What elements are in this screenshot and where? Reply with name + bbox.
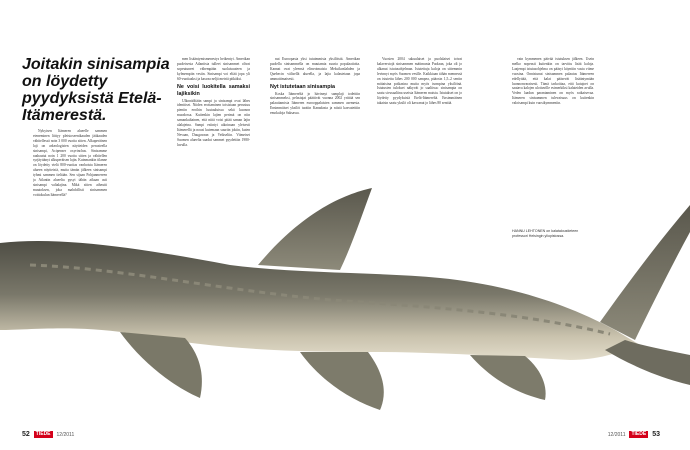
page-number-left: 52 xyxy=(22,431,30,438)
body-paragraph: Koska Itämereltä jo hävinnyt samplaji todettiin sinisammeksi, pelastajat päättivät vuonna 2002 yrittää sen palauttamista Itämeren eurooppalaisten sammen asemesta. Ensimmäiset yksilöt tuotiin Kanadasta ja niistä kasvatettiin emokaloja Saksassa. xyxy=(270,91,360,116)
issue-label: 12/2011 xyxy=(56,431,75,438)
subheading: Ne voisi luokitella samaksi lajiksikin xyxy=(177,83,250,97)
body-paragraph: vain kymmenen päivää istutuksen jälkeen. Usein melko nopeasti kuitenkin on tarvittu lisää kaloja. Laajempi istutusohjelma on pääsyt käyntiin vasta viime vuosina. Onnistunut sinisammen palautus Itämereen edellyttää, että kalat pääsevät lisääntymään luonnonvaraisesti. Tämä tarkoittaa, että kutujoet on saatava kalojen ulottuville esimerkiksi kalateiden avulla. Veden laadun parantaminen on myös ratkaisevaa. Itämeren sinisammen tulevaisuus on kuitenkin valoisampi kuin vuosikymmeniin. xyxy=(512,57,594,106)
article-column-4 xyxy=(377,57,462,242)
article-column-3 xyxy=(270,57,360,187)
article-column-2 xyxy=(177,57,250,240)
issue-label: 12/2011 xyxy=(607,431,626,438)
body-paragraph: nut Euroopasta yksi tutuimmista yksilöistä. Amerikan puolella sinisammella on muutamia suuria populaatioita. Kannat ovat yleensä elinvoimaisia Meksikonlahden ja Quebecin välisellä alueella, ja lajia kalastetaan jopa ammattimaisesti. xyxy=(270,57,360,81)
magazine-logo: TIEDE xyxy=(631,431,647,437)
footer-left xyxy=(22,431,74,438)
image-caption: Sampien lihaksi on muokattu, mutta tekijäsestä rautatiineista nämäkin on poistettu, luulee valkoistuneen kaupalijaloista. Tässä näet kalojen kolmanaisia fossiileja. xyxy=(377,240,455,259)
footer-right xyxy=(608,431,660,438)
author-byline: HANNU LEHTONEN on kalataloustieteen professori Helsingin yliopistossa. xyxy=(512,229,579,238)
body-paragraph: Nykyisen Itämeren alueelle sammen eteneminen liittyy pleistoseenikauden jääkauden vähitellessä noin 3 000 vuotta sitten. Alkuperäinen laji on arkeologisten näytteiden perusteella sinisampi, Acipenser oxyrinchus. Sinisamme raahautui noin 1 200 vuotta sitten ja vähitellen syrjäyttänyt alkuperäisen lajin. Kuinmankin tilanne on löydetty vielä 800-vuotias vanhoista Itämeren alueen näytteistä, mutta tämän jälkeen sinisampi tyhmi sammen tieltään. Sen sijaan Pohjanmereen ja Atlantin alueelta pysyi tähän aikaan asti sinisampi valtalajina. Mikä sitten aiheutti muutoksen, joka mahdollisti sinisammen voittokulun Itämerellä? xyxy=(33,129,107,197)
body-paragraph: Ulkonäöltään sampi ja sinisampi ovat lähes identtiset. Niiden erottaminen toisistaan perustuu pieniin eroihin luutauluissa sekä kuonon muodossa. Kuitenkin lajien perimä on niin samankaltainen, että niitä voisi pitää saman lajin alalajeina. Sampi esiintyi aikoinaan yleisesti Itämerellä ja nousi kutemaan suuriin jokiin, kuten Nevaan, Daugavaan ja Veikseliin. Viimeiset Suomen alueelta saadut sammet pyydettiin 1980-luvulla. xyxy=(177,98,250,147)
article-column-5 xyxy=(512,57,594,217)
article-column-1 xyxy=(33,129,107,227)
body-paragraph: men lisääntymismenestys heikentyi. Amerikan puoleisesta Atlantista tulleet sinisammet olivat sopeutuneet vähempään suolaisuuteen ja kylmempiin vesiin. Sinisampi voi eliää jopa yli 60-vuotiaaksi ja kasvaa neljä metriä pitkäksi. xyxy=(177,57,250,81)
page-number-right: 53 xyxy=(652,431,660,438)
subheading: Nyt istutetaan sinisampia xyxy=(270,83,336,90)
article-headline: Joitakin sinisampia on löydetty pyydyksistä Etelä-Itämerestä. xyxy=(22,56,170,124)
magazine-logo: TIEDE xyxy=(35,431,51,437)
body-paragraph: Vuosien 2004 sakuulaiset ja puolalaiset toivat kalaverstojä sinisammen mätimunia Puolaan, joka oli jo alkanut istutusohjelman. Istutettuja kaloja on sittemmin levinnyt myös Suomen vesille. Kaikkiaan tähän mennessä on istutettu lähes 200 000 sampea, pääosin 1,5–2 sentin mittaisina poikasina mutta myös isompina yksilöinä. Istutusten tulokset näkyvät jo saaliissa: sinisampia on saatu sivusaaliina useista Itämeren maista. Istutukset on jo löydetty pyydyksistä Etelä-Itämereltä. Ensimmäinen takaisin saatu yksilö oli kasvanut jo lähes 80 senttiä. xyxy=(377,57,462,106)
